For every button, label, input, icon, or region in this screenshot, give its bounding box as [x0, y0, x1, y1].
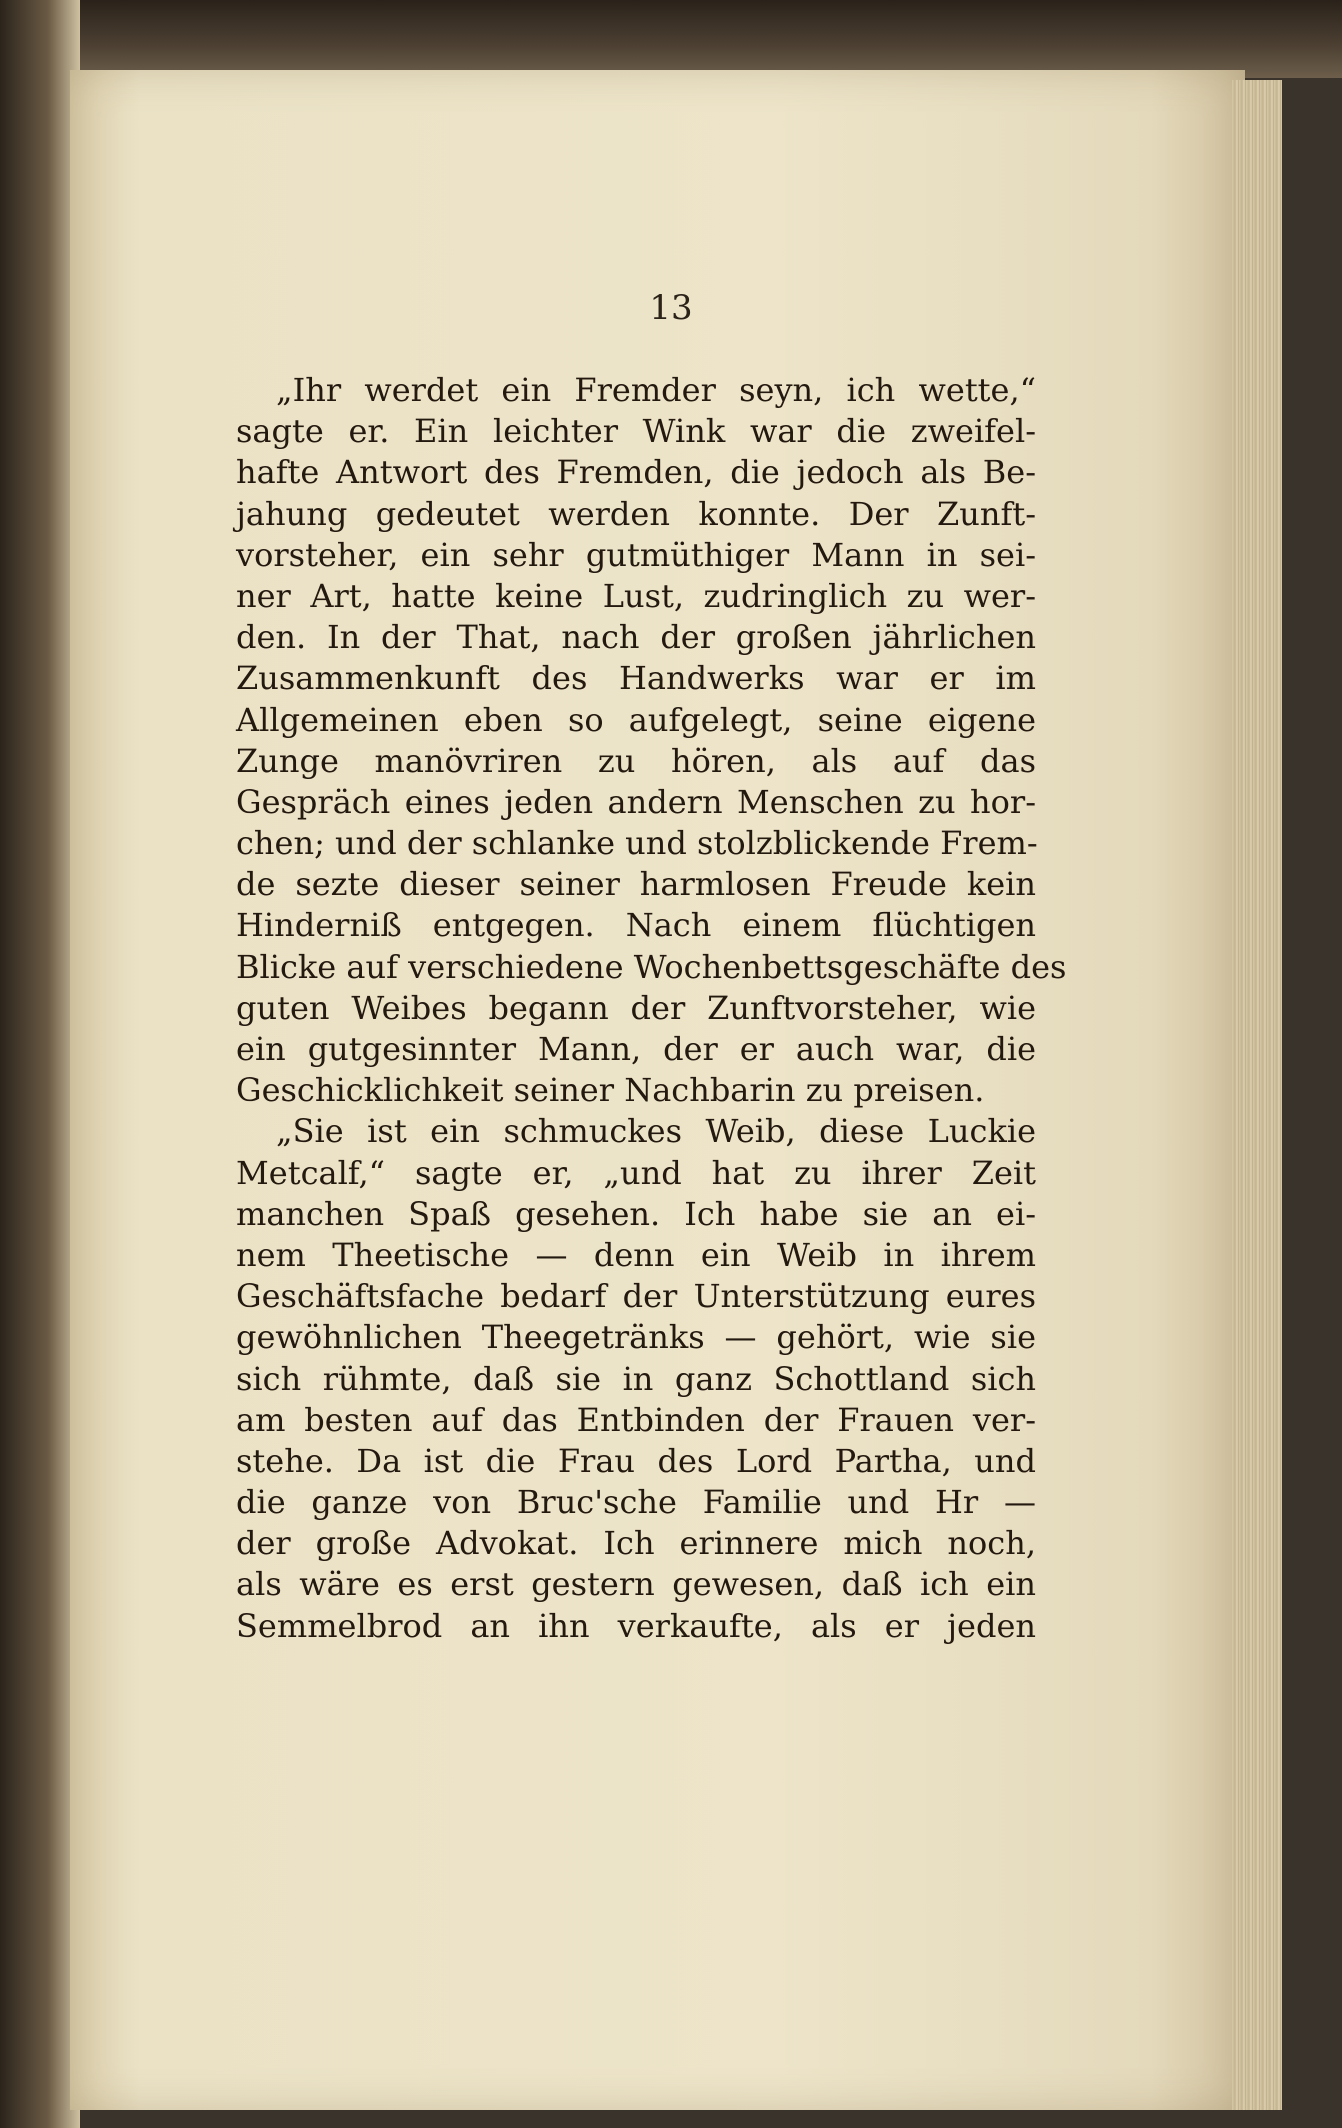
- text-line: jahung gedeutet werden konnte. Der Zunft-: [236, 494, 1036, 533]
- page-edges: [1232, 80, 1282, 2110]
- text-line: sich rühmte, daß sie in ganz Schottland sich: [236, 1359, 1036, 1398]
- text-line: Blicke auf verschiedene Wochenbettsgeschäfte des: [236, 947, 1067, 986]
- text-line: Geschäftsfache bedarf der Unterstützung eures: [236, 1277, 1036, 1316]
- text-line: Hinderniß entgegen. Nach einem flüchtigen: [236, 906, 1036, 945]
- body-text: [236, 370, 1067, 1647]
- text-line: der große Advokat. Ich erinnere mich noch,: [236, 1524, 1036, 1563]
- text-line: manchen Spaß gesehen. Ich habe sie an ei-: [236, 1194, 1036, 1233]
- text-line: vorsteher, ein sehr gutmüthiger Mann in sei-: [236, 535, 1036, 574]
- page-number: 13: [649, 288, 693, 328]
- text-line: guten Weibes begann der Zunftvorsteher, wie: [236, 988, 1036, 1027]
- text-line: hafte Antwort des Fremden, die jedoch als Be-: [236, 453, 1036, 492]
- book-top-edge: [0, 0, 1342, 78]
- text-line: „Ihr werdet ein Fremder seyn, ich wette,“: [276, 371, 1036, 409]
- text-line: „Sie ist ein schmuckes Weib, diese Luckie: [276, 1112, 1036, 1151]
- text-line: Gespräch eines jeden andern Menschen zu hor-: [236, 782, 1036, 821]
- text-line: ein gutgesinnter Mann, der er auch war, die: [236, 1030, 1036, 1068]
- text-line: nem Theetische — denn ein Weib in ihrem: [236, 1235, 1036, 1274]
- text-line: Zunge manövriren zu hören, als auf das: [236, 741, 1036, 780]
- text-line: die ganze von Bruc'sche Familie und Hr —: [236, 1483, 1036, 1522]
- text-line: Metcalf,“ sagte er, „und hat zu ihrer Zeit: [236, 1153, 1036, 1192]
- text-line: Geschicklichkeit seiner Nachbarin zu preisen.: [236, 1071, 985, 1110]
- text-line: chen; und der schlanke und stolzblickende Frem-: [236, 824, 1038, 863]
- text-line: Semmelbrod an ihn verkaufte, als er jeden: [236, 1606, 1036, 1645]
- text-line: de sezte dieser seiner harmlosen Freude kein: [236, 865, 1036, 904]
- text-line: ner Art, hatte keine Lust, zudringlich zu wer-: [236, 576, 1036, 615]
- text-line: sagte er. Ein leichter Wink war die zweifel-: [236, 412, 1036, 451]
- text-line: Allgemeinen eben so aufgelegt, seine eigene: [236, 700, 1036, 739]
- text-line: am besten auf das Entbinden der Frauen ver-: [236, 1400, 1036, 1439]
- text-line: Zusammenkunft des Handwerks war er im: [236, 659, 1036, 698]
- text-line: gewöhnlichen Theegetränks — gehört, wie sie: [236, 1318, 1036, 1357]
- text-line: den. In der That, nach der großen jährlichen: [236, 618, 1036, 657]
- text-line: als wäre es erst gestern gewesen, daß ich ein: [236, 1565, 1036, 1604]
- text-line: stehe. Da ist die Frau des Lord Partha, und: [236, 1441, 1036, 1480]
